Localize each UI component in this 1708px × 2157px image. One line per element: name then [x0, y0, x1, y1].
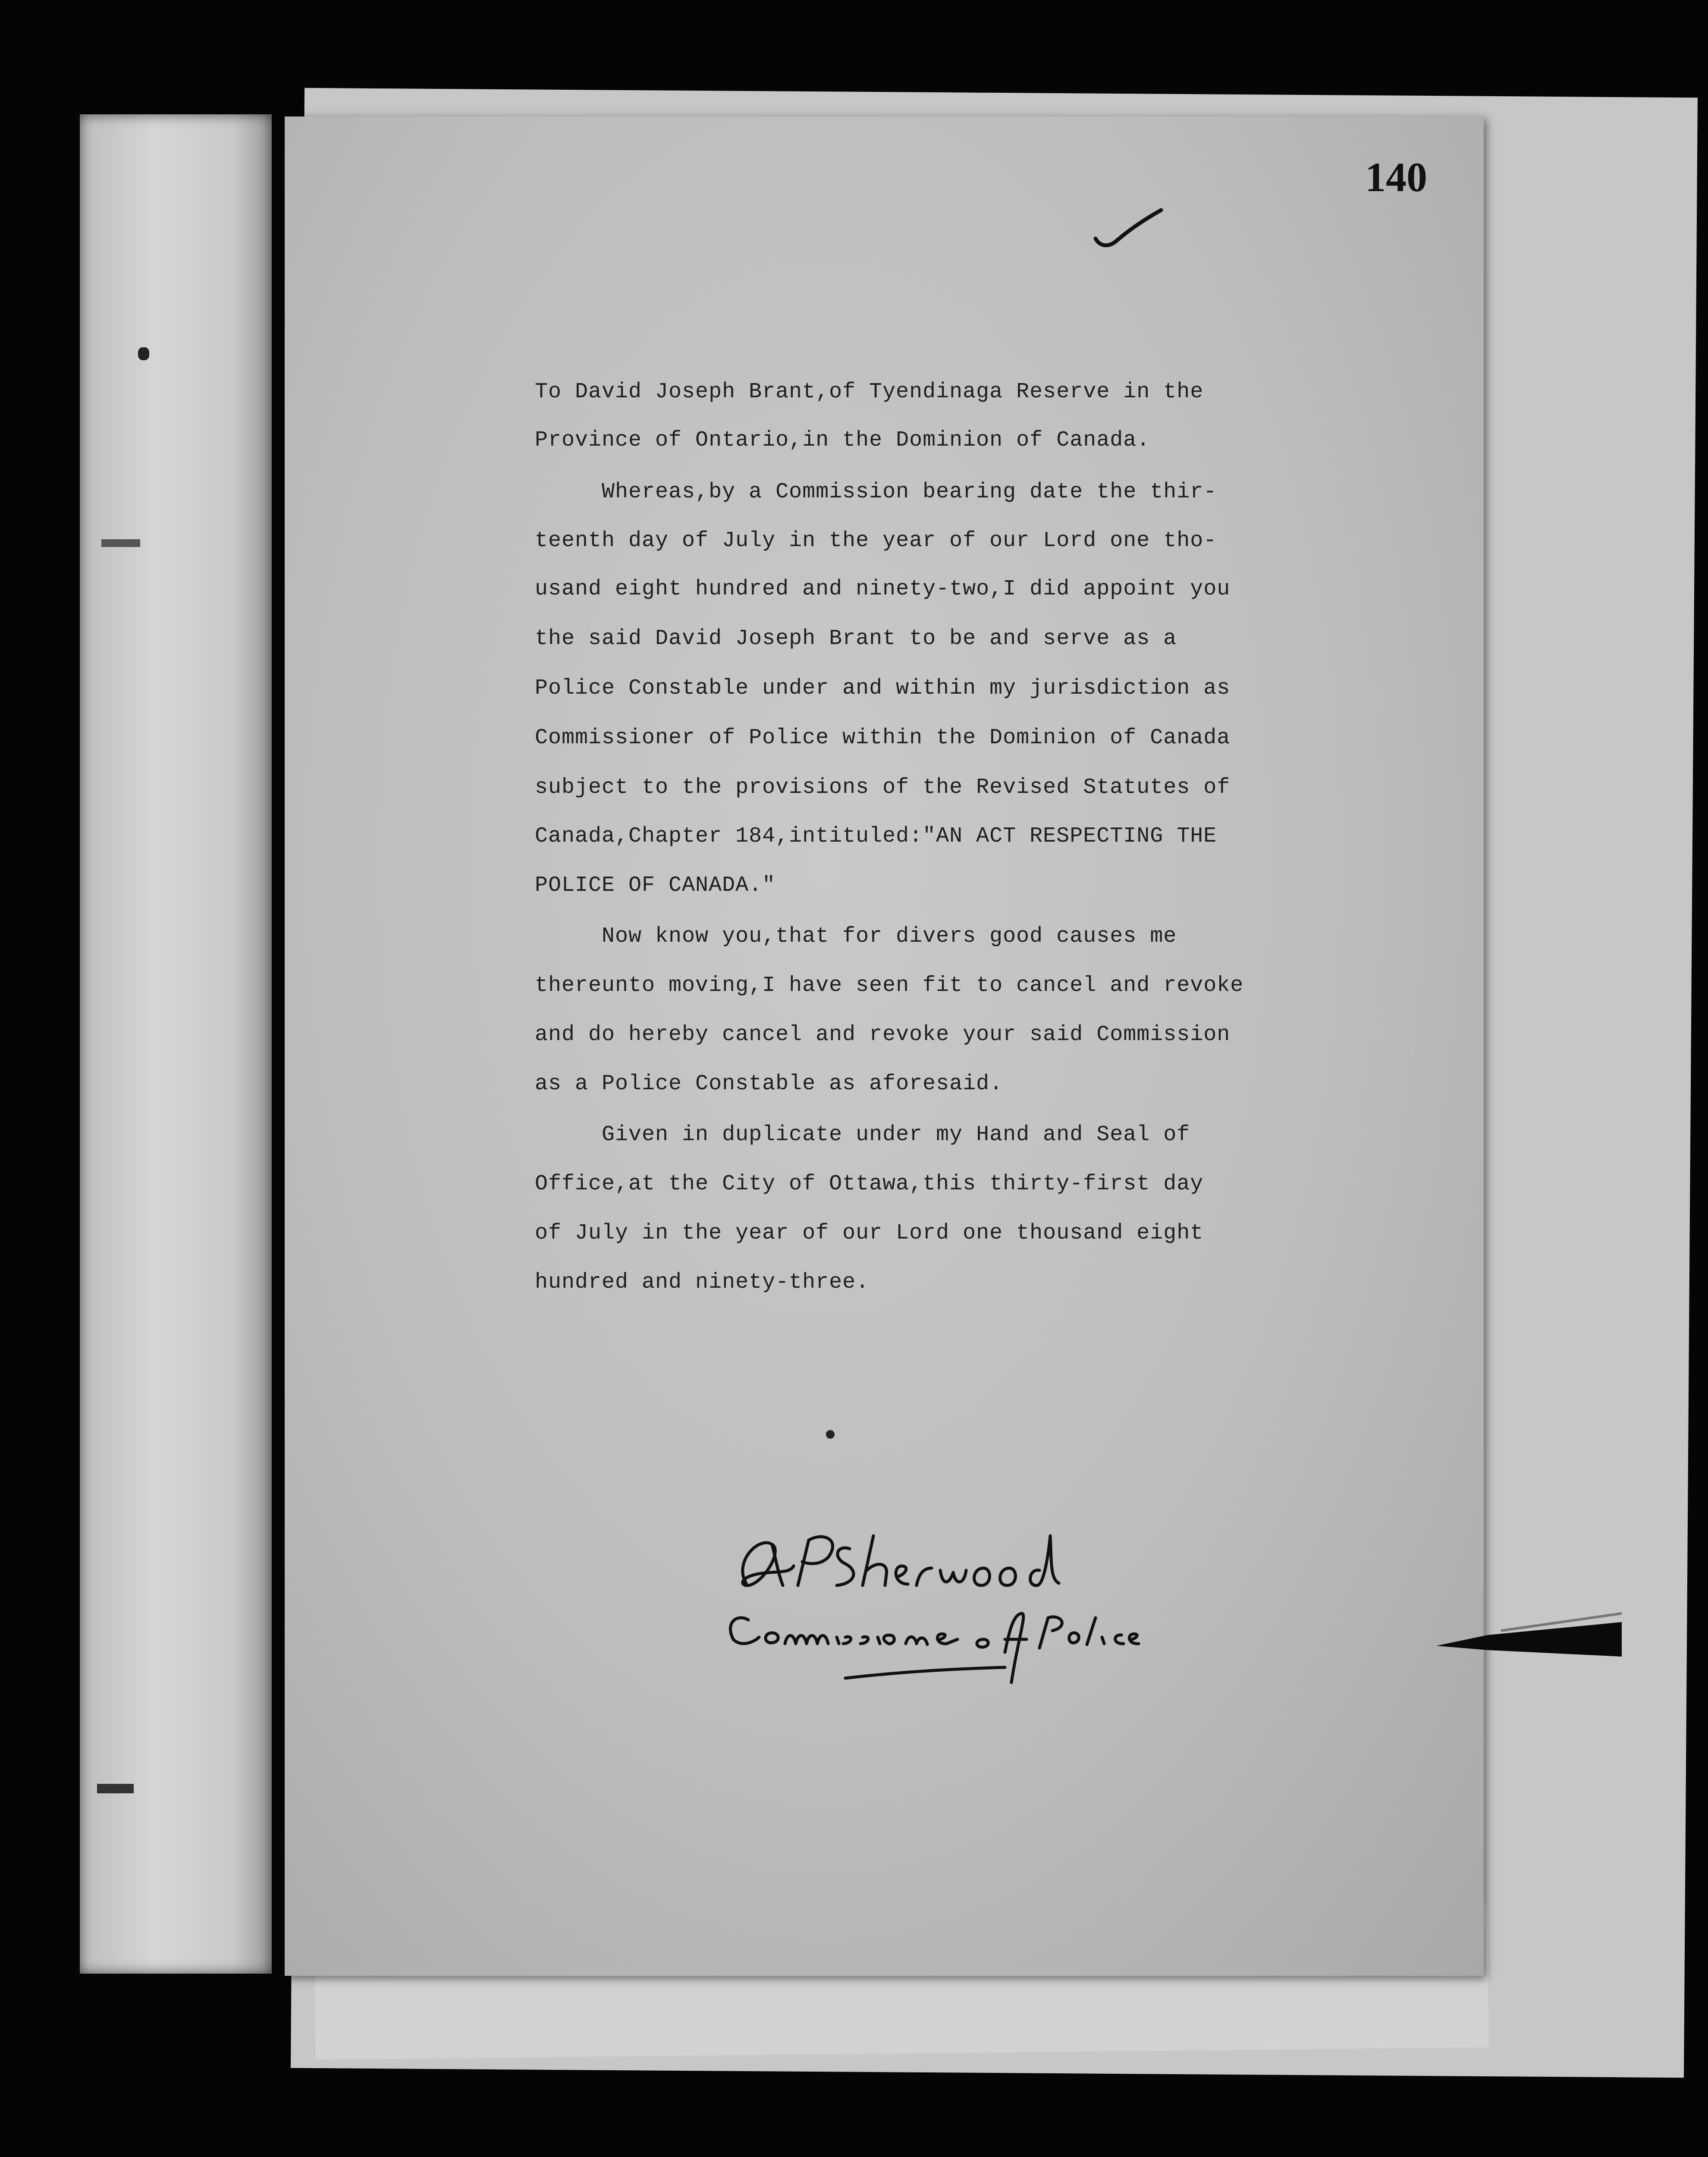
- letter-line: Now know you,that for divers good causes me: [535, 924, 1177, 949]
- letter-line: subject to the provisions of the Revised Statutes of: [535, 775, 1231, 800]
- letter-line: Police Constable under and within my jurisdiction as: [535, 676, 1231, 701]
- ink-dot: [826, 1430, 835, 1439]
- letter-line: To David Joseph Brant,of Tyendinaga Reserve in the: [535, 380, 1204, 404]
- margin-mark: [138, 347, 149, 360]
- margin-mark: [101, 539, 140, 547]
- letter-line: Canada,Chapter 184,intituled:"AN ACT RESPECTING THE: [535, 824, 1217, 849]
- letter-line: Given in duplicate under my Hand and Seal of: [535, 1123, 1190, 1147]
- letter-line: Province of Ontario,in the Dominion of Canada.: [535, 428, 1150, 453]
- adjacent-page: [80, 114, 272, 1974]
- letter-line: as a Police Constable as aforesaid.: [535, 1072, 1003, 1096]
- letter-line: and do hereby cancel and revoke your said Commission: [535, 1022, 1231, 1047]
- letter-line: the said David Joseph Brant to be and serve as a: [535, 626, 1177, 651]
- letter-line: Whereas,by a Commission bearing date the thir-: [535, 480, 1217, 504]
- letter-line: hundred and ninety-three.: [535, 1270, 870, 1295]
- pen-tip: [1436, 1605, 1622, 1670]
- check-mark-icon: [1091, 205, 1165, 252]
- letter-line: usand eight hundred and ninety-two,I did appoint you: [535, 577, 1231, 601]
- letter-line: of July in the year of our Lord one thousand eight: [535, 1221, 1204, 1245]
- letter-line: teenth day of July in the year of our Lord one tho-: [535, 528, 1217, 553]
- handwritten-signature: [707, 1510, 1182, 1708]
- letter-line: thereunto moving,I have seen fit to cancel and revoke: [535, 973, 1244, 998]
- letter-line: Commissioner of Police within the Dominion of Canada: [535, 726, 1231, 750]
- margin-mark: [97, 1784, 134, 1793]
- page-number: 140: [1365, 154, 1427, 200]
- letter-line: Office,at the City of Ottawa,this thirty-first day: [535, 1172, 1204, 1196]
- letter-line: POLICE OF CANADA.": [535, 873, 776, 898]
